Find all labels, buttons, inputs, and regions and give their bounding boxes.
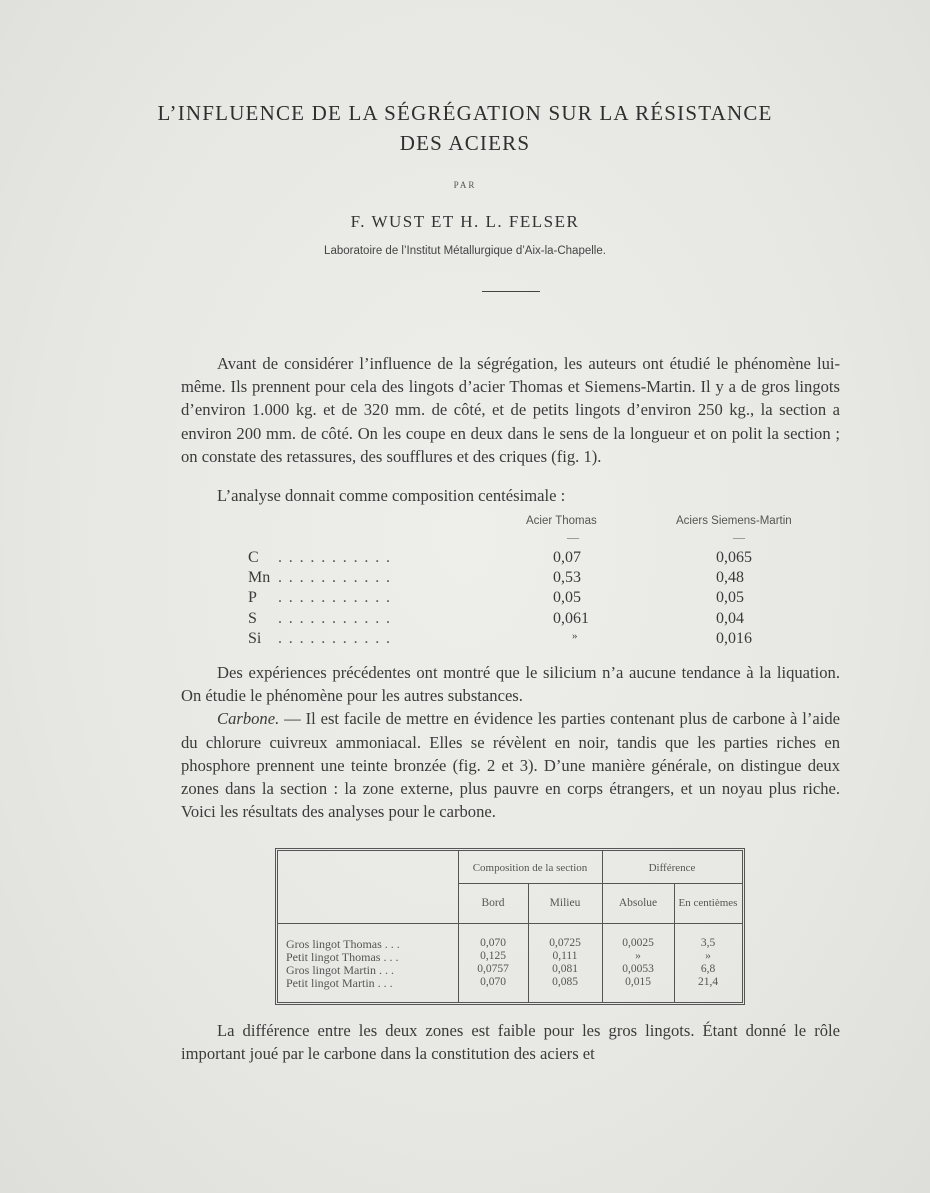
paragraph-3 (181, 661, 840, 823)
bord-value: 0,0757 (477, 963, 509, 975)
centiemes-value: 6,8 (700, 963, 716, 975)
martin-value: 0,065 (716, 549, 752, 566)
authors: F. WUST ET H. L. FELSER (350, 212, 580, 231)
thomas-value: 0,53 (553, 569, 581, 586)
milieu-value: 0,081 (552, 963, 578, 975)
par-label: PAR (453, 180, 477, 190)
thomas-value: 0,05 (553, 589, 581, 606)
row-label: Gros lingot Thomas . . . (286, 937, 400, 951)
row-label: Petit lingot Thomas . . . (286, 950, 399, 964)
composition-row (248, 610, 848, 630)
leader-dots: ........... (278, 569, 397, 586)
element-name: S (248, 610, 257, 627)
composition-dash-martin: — (733, 530, 745, 544)
table-subhead-milieu: Milieu (549, 897, 581, 909)
composition-row (248, 589, 848, 609)
composition-row (248, 630, 848, 650)
title-line-2: DES ACIERS (399, 131, 531, 155)
milieu-value: 0,111 (552, 950, 578, 962)
article-title (0, 98, 930, 158)
table-subhead-absolue: Absolue (618, 897, 658, 909)
paragraph-1 (181, 352, 840, 468)
separator-rule (482, 291, 540, 292)
table-subhead-centiemes: En centièmes (678, 897, 738, 909)
composition-row (248, 569, 848, 589)
bord-value: 0,125 (480, 950, 506, 962)
title-line-1: L’INFLUENCE DE LA SÉGRÉGATION SUR LA RÉSISTANCE (157, 101, 773, 125)
paragraph-2 (181, 484, 840, 507)
composition-dash-thomas: — (567, 530, 579, 544)
composition-header-thomas: Acier Thomas (526, 515, 597, 527)
paragraph-5 (181, 1019, 840, 1065)
absolue-value: » (635, 950, 641, 962)
carbone-text: — Il est facile de mettre en évidence les parties contenant plus de carbone à l’aide du chlorure cuivreux ammoniacal. Elles se révèlent en noir, tandis que les parties riches en phosphore prennent une teinte bronzée (fig. 2 et 3). D’une manière générale, on distingue deux zones dans la section : la zone externe, plus pauvre en corps étrangers, et un noyau plus riche. Voici les résultats des analyses pour le carbone. (181, 709, 840, 822)
absolue-value: 0,0053 (622, 963, 654, 975)
row-label: Petit lingot Martin . . . (286, 976, 393, 990)
martin-value: 0,48 (716, 569, 744, 586)
element-name: P (248, 589, 257, 606)
centiemes-value: 3,5 (700, 937, 716, 949)
composition-header-martin: Aciers Siemens-Martin (676, 515, 792, 527)
leader-dots: ........... (278, 630, 397, 647)
table-header-rule (278, 923, 742, 924)
paragraph-2-text: L’analyse donnait comme composition centésimale : (217, 486, 566, 505)
milieu-value: 0,085 (552, 976, 578, 988)
leader-dots: ........... (278, 549, 397, 566)
absolue-value: 0,015 (625, 976, 651, 988)
composition-row (248, 549, 848, 569)
bord-value: 0,070 (480, 937, 506, 949)
paragraph-1-text: Avant de considérer l’influence de la ségrégation, les auteurs ont étudié le phénomène lui-même. Ils prennent pour cela des lingots d’acier Thomas et Siemens-Martin. Il y a de gros lingots d’environ 1.000 kg. et de 320 mm. de côté, et de petits lingots d’environ 250 kg., la section a environ 200 mm. de côté. On les coupe en deux dans le sens de la longueur et on polit la section ; on constate des retassures, des soufflures et des criques (fig. 1). (181, 354, 840, 466)
paragraph-5-text: La différence entre les deux zones est faible pour les gros lingots. Étant donné le rôle important joué par le carbone dans la constitution des aciers et (181, 1021, 840, 1064)
table-subhead-bord: Bord (481, 897, 505, 909)
paragraph-3-text: Des expériences précédentes ont montré que le silicium n’a aucune tendance à la liquation. On étudie le phénomène pour les autres substances. (181, 663, 840, 706)
element-name: Si (248, 630, 262, 647)
thomas-value: 0,07 (553, 549, 581, 566)
carbone-heading: Carbone. (217, 709, 280, 729)
leader-dots: ........... (278, 589, 397, 606)
row-label: Gros lingot Martin . . . (286, 963, 394, 977)
centiemes-value: 21,4 (697, 976, 719, 988)
table-group-difference: Différence (648, 862, 696, 874)
table-group-rule (458, 883, 742, 884)
table-group-composition: Composition de la section (472, 862, 588, 874)
laboratory: Laboratoire de l’Institut Métallurgique d’Aix-la-Chapelle. (324, 245, 606, 257)
element-name: C (248, 549, 259, 566)
martin-value: 0,016 (716, 630, 752, 647)
paragraph-4-text (181, 707, 840, 823)
carbon-table (275, 848, 745, 1005)
centiemes-value: » (705, 950, 711, 962)
element-name: Mn (248, 569, 271, 586)
bord-value: 0,070 (480, 976, 506, 988)
thomas-value: 0,061 (553, 610, 589, 627)
milieu-value: 0,0725 (549, 937, 581, 949)
absolue-value: 0,0025 (622, 937, 654, 949)
martin-value: 0,04 (716, 610, 744, 627)
leader-dots: ........... (278, 610, 397, 627)
martin-value: 0,05 (716, 589, 744, 606)
thomas-value: » (572, 630, 578, 642)
